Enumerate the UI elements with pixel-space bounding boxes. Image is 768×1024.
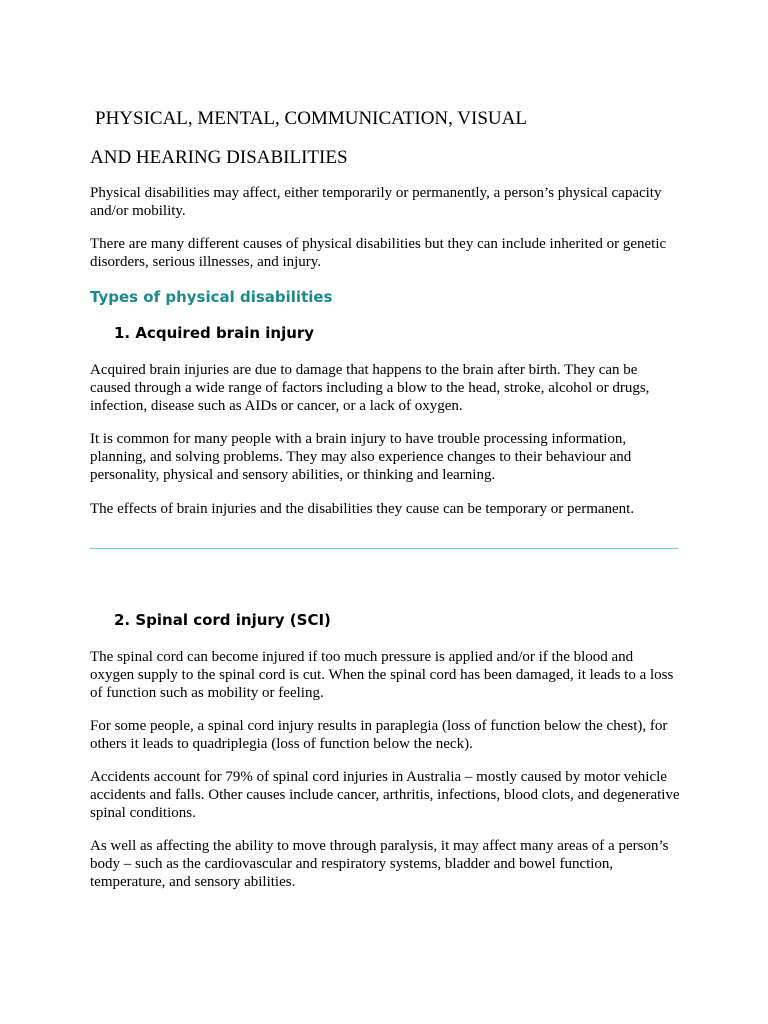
- brain-injury-paragraph-2: It is common for many people with a brain injury to have trouble processing information, planning, and solving problems. They may also experience changes to their behaviour and personality, physical and sensory abilities, or thinking and learning.: [90, 431, 632, 483]
- spinal-injury-paragraph-4: As well as affecting the ability to move through paralysis, it may affect many areas of a person’s body – such as the cardiovascular and respiratory systems, bladder and bowel function, temperature, and sensory abilities.: [90, 838, 669, 890]
- spinal-injury-paragraph-2: For some people, a spinal cord injury results in paraplegia (loss of function below the chest), for others it leads to quadriplegia (loss of function below the neck).: [90, 718, 668, 752]
- section-heading-acquired-brain-injury: 1. Acquired brain injury: [114, 324, 315, 342]
- document-title-line-2: AND HEARING DISABILITIES: [90, 147, 348, 168]
- intro-paragraph-1: Physical disabilities may affect, either temporarily or permanently, a person’s physical capacity and/or mobility.: [90, 185, 662, 219]
- types-heading: Types of physical disabilities: [90, 288, 333, 306]
- spinal-injury-paragraph-3: Accidents account for 79% of spinal cord injuries in Australia – mostly caused by motor vehicle accidents and falls. Other causes include cancer, arthritis, infections, blood clots, and degenerative spinal conditions.: [90, 769, 680, 821]
- brain-injury-paragraph-1: Acquired brain injuries are due to damage that happens to the brain after birth. They can be caused through a wide range of factors including a blow to the head, stroke, alcohol or drugs, infection, disease such as AIDs or cancer, or a lack of oxygen.: [90, 362, 650, 414]
- spinal-injury-paragraph-1: The spinal cord can become injured if too much pressure is applied and/or if the blood and oxygen supply to the spinal cord is cut. When the spinal cord has been damaged, it leads to a loss of function such as mobility or feeling.: [90, 649, 674, 701]
- brain-injury-paragraph-3: The effects of brain injuries and the disabilities they cause can be temporary or permanent.: [90, 501, 635, 517]
- section-divider: [90, 548, 678, 549]
- document-title-line-1: PHYSICAL, MENTAL, COMMUNICATION, VISUAL: [95, 108, 527, 129]
- intro-paragraph-2: There are many different causes of physical disabilities but they can include inherited or genetic disorders, serious illnesses, and injury.: [90, 236, 667, 270]
- section-heading-spinal-cord-injury: 2. Spinal cord injury (SCI): [114, 611, 331, 629]
